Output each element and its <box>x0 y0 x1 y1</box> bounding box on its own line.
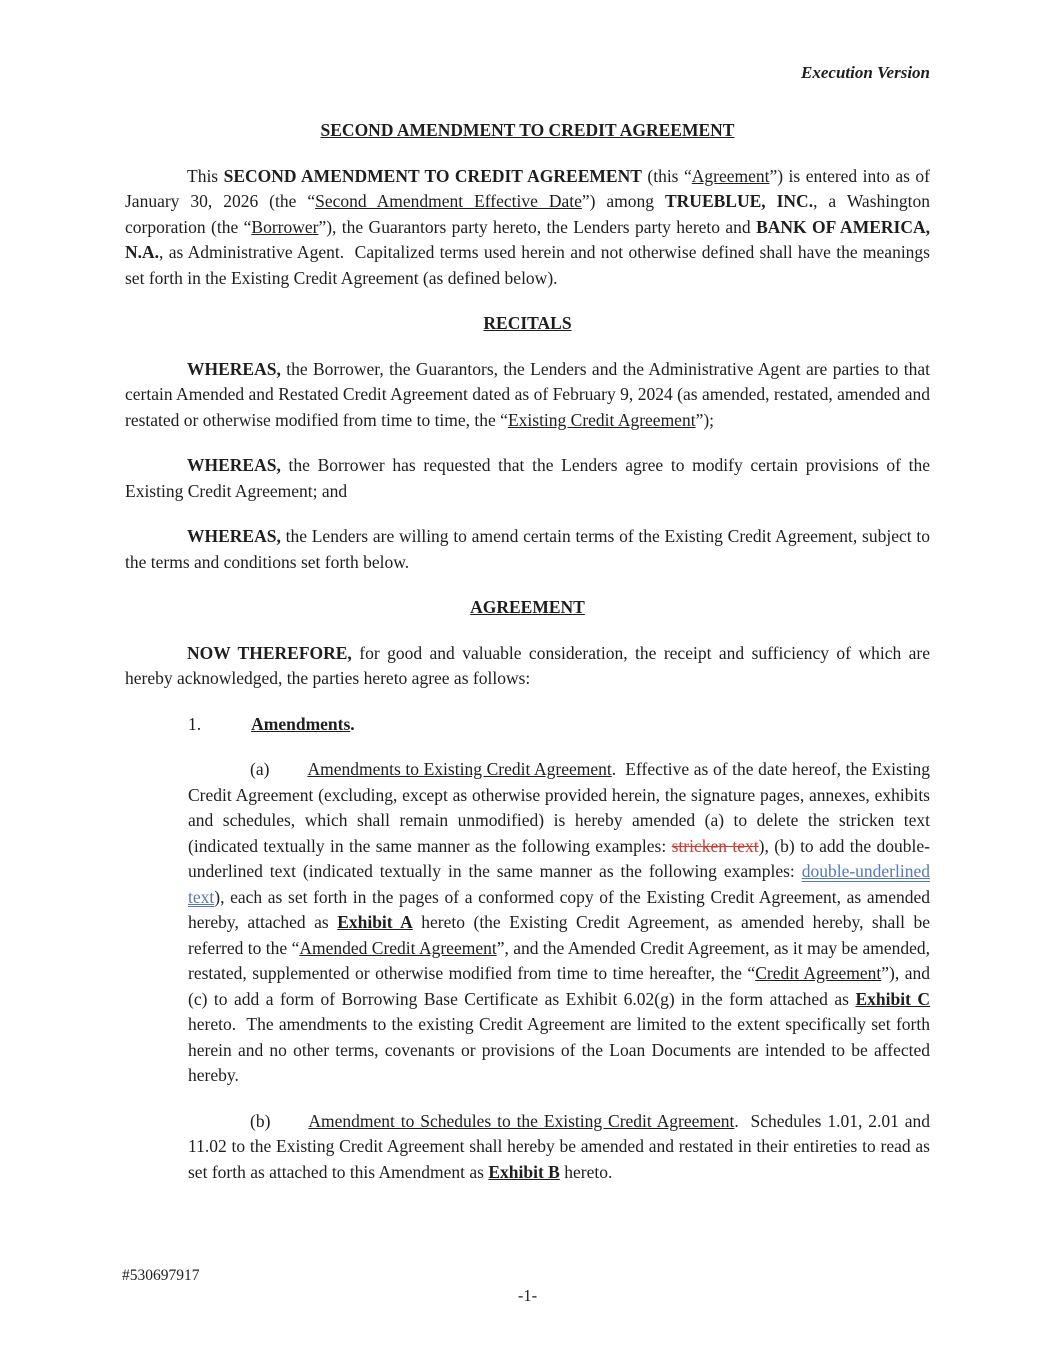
paragraph-b-amendment-to-schedules: (b) Amendment to Schedules to the Existing Credit Agreement. Schedules 1.01, 2.01 and 11.02 to the Existing Credit Agreement shall hereby be amended and restated in their entireties to read as set forth as attached to this Amendment as Exhibit B hereto. <box>188 1110 930 1182</box>
section-1-amendments-item: 1. Amendments. <box>188 713 355 734</box>
whereas-paragraph-3: WHEREAS, the Lenders are willing to amend certain terms of the Existing Credit Agreement, subject to the terms and conditions set forth below. <box>125 526 930 572</box>
recitals-heading: RECITALS <box>483 313 572 333</box>
page-number: -1- <box>517 1286 538 1305</box>
execution-version-label: Execution Version <box>801 63 930 82</box>
paragraph-a-amendments-to-existing-credit-agreement: (a) Amendments to Existing Credit Agreement. Effective as of the date hereof, the Existing Credit Agreement (excluding, except as otherwise provided herein, the signature pages, annexes, exhibits and schedules, which shall remain unmodified) is hereby amended (a) to delete the stricken text (indicated textually in the same manner as the following examples: stricken text), (b) to add the double-underlined text (indicated textually in the same manner as the following examples: double-underlined text), each as set forth in the pages of a conformed copy of the Existing Credit Agreement, as amended hereby, attached as Exhibit A hereto (the Existing Credit Agreement, as amended hereby, shall be referred to the “Amended Credit Agreement”, and the Amended Credit Agreement, as it may be amended, restated, supplemented or otherwise modified from time to time hereafter, the “Credit Agreement”), and (c) to add a form of Borrowing Base Certificate as Exhibit 6.02(g) in the form attached as Exhibit C hereto. The amendments to the existing Credit Agreement are limited to the extent specifically set forth herein and no other terms, covenants or provisions of the Loan Documents are intended to be affected hereby. <box>188 759 931 1085</box>
whereas-paragraph-2: WHEREAS, the Borrower has requested that the Lenders agree to modify certain provisions of the Existing Credit Agreement; and <box>125 455 930 501</box>
now-therefore-paragraph: NOW THEREFORE, for good and valuable consideration, the receipt and sufficiency of which are hereby acknowledged, the parties hereto agree as follows: <box>125 642 931 688</box>
intro-paragraph: This SECOND AMENDMENT TO CREDIT AGREEMENT (this “Agreement”) is entered into as of January 30, 2026 (the “Second Amendment Effective Date”) among TRUEBLUE, INC., a Washington corporation (the “Borrower”), the Guarantors party hereto, the Lenders party hereto and BANK OF AMERICA, N.A., as Administrative Agent. Capitalized terms used herein and not otherwise defined shall have the meanings set forth in the Existing Credit Agreement (as defined below). <box>125 165 930 288</box>
agreement-heading: AGREEMENT <box>470 597 585 617</box>
whereas-paragraph-1: WHEREAS, the Borrower, the Guarantors, the Lenders and the Administrative Agent are parties to that certain Amended and Restated Credit Agreement dated as of February 9, 2024 (as amended, restated, amended and restated or otherwise modified from time to time, the “Existing Credit Agreement”); <box>125 358 930 430</box>
document-number: #530697917 <box>122 1267 200 1284</box>
document-title: SECOND AMENDMENT TO CREDIT AGREEMENT <box>320 120 735 140</box>
